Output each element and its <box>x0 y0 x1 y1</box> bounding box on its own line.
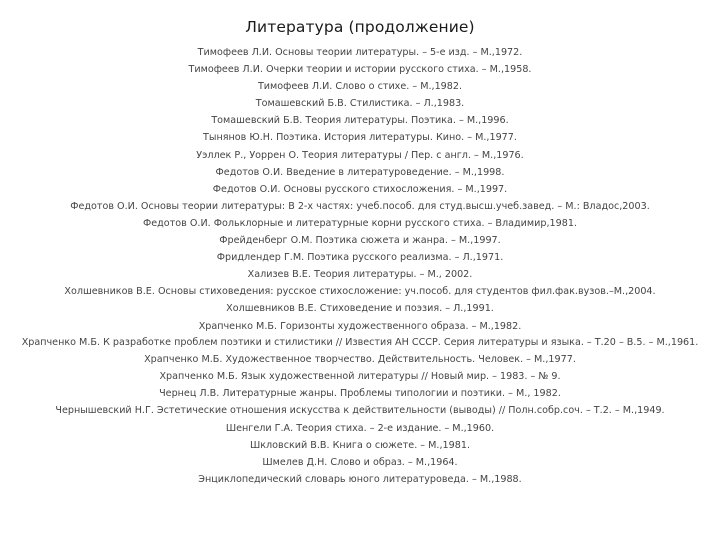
reference-item: Храпченко М.Б. Язык художественной литературы // Новый мир. – 1983. – № 9. <box>159 371 561 383</box>
slide-title: Литература (продолжение) <box>245 18 475 36</box>
reference-item: Чернышевский Н.Г. Эстетические отношения искусства к действительности (выводы) // Полн.собр.соч. – Т.2. – М.,1949. <box>55 405 665 417</box>
reference-item: Хализев В.Е. Теория литературы. – М., 2002. <box>247 269 473 281</box>
reference-item: Федотов О.И. Введение в литературоведение. – М.,1998. <box>215 166 505 178</box>
reference-item: Храпченко М.Б. Горизонты художественного образа. – М.,1982. <box>198 320 522 332</box>
reference-item: Чернец Л.В. Литературные жанры. Проблемы типологии и поэтики. – М., 1982. <box>159 388 561 400</box>
reference-item: Холшевников В.Е. Основы стиховедения: русское стихосложение: уч.пособ. для студентов фил.фак.вузов.–М.,2004. <box>64 286 656 298</box>
reference-item: Храпченко М.Б. К разработке проблем поэтики и стилистики // Известия АН СССР. Серия литературы и языка. – Т.20 – В.5. – М.,1961. <box>21 336 699 348</box>
reference-item: Томашевский Б.В. Теория литературы. Поэтика. – М.,1996. <box>211 115 509 127</box>
reference-item: Шкловский В.В. Книга о сюжете. – М.,1981. <box>250 439 470 451</box>
reference-item: Энциклопедический словарь юного литературоведа. – М.,1988. <box>198 473 522 485</box>
reference-item: Федотов О.И. Фольклорные и литературные корни русского стиха. – Владимир,1981. <box>143 217 577 229</box>
reference-item: Федотов О.И. Основы теории литературы: В 2-х частях: учеб.пособ. для студ.высш.учеб.завед. – М.: Владос,2003. <box>70 200 650 212</box>
reference-item: Фрейденберг О.М. Поэтика сюжета и жанра. – М.,1997. <box>219 235 501 247</box>
reference-item: Тимофеев Л.И. Основы теории литературы. – 5-е изд. – М.,1972. <box>197 47 523 58</box>
reference-item: Томашевский Б.В. Стилистика. – Л.,1983. <box>255 98 465 110</box>
references-list <box>18 44 702 488</box>
reference-item: Тимофеев Л.И. Очерки теории и истории русского стиха. – М.,1958. <box>188 64 532 76</box>
reference-item: Тимофеев Л.И. Слово о стихе. – М.,1982. <box>257 81 463 93</box>
reference-item: Федотов О.И. Основы русского стихосложения. – М.,1997. <box>212 183 508 195</box>
reference-item: Шмелев Д.Н. Слово и образ. – М.,1964. <box>262 456 458 468</box>
reference-item: Холшевников В.Е. Стиховедение и поэзия. – Л.,1991. <box>226 303 494 315</box>
reference-item: Шенгели Г.А. Теория стиха. – 2-е издание. – М.,1960. <box>225 422 495 434</box>
reference-item: Фридлендер Г.М. Поэтика русского реализма. – Л.,1971. <box>216 252 504 264</box>
reference-item: Храпченко М.Б. Художественное творчество. Действительность. Человек. – М.,1977. <box>144 354 576 366</box>
reference-item: Тынянов Ю.Н. Поэтика. История литературы. Кино. – М.,1977. <box>203 132 517 144</box>
reference-item: Уэллек Р., Уоррен О. Теория литературы / Пер. с англ. – М.,1976. <box>196 149 524 161</box>
